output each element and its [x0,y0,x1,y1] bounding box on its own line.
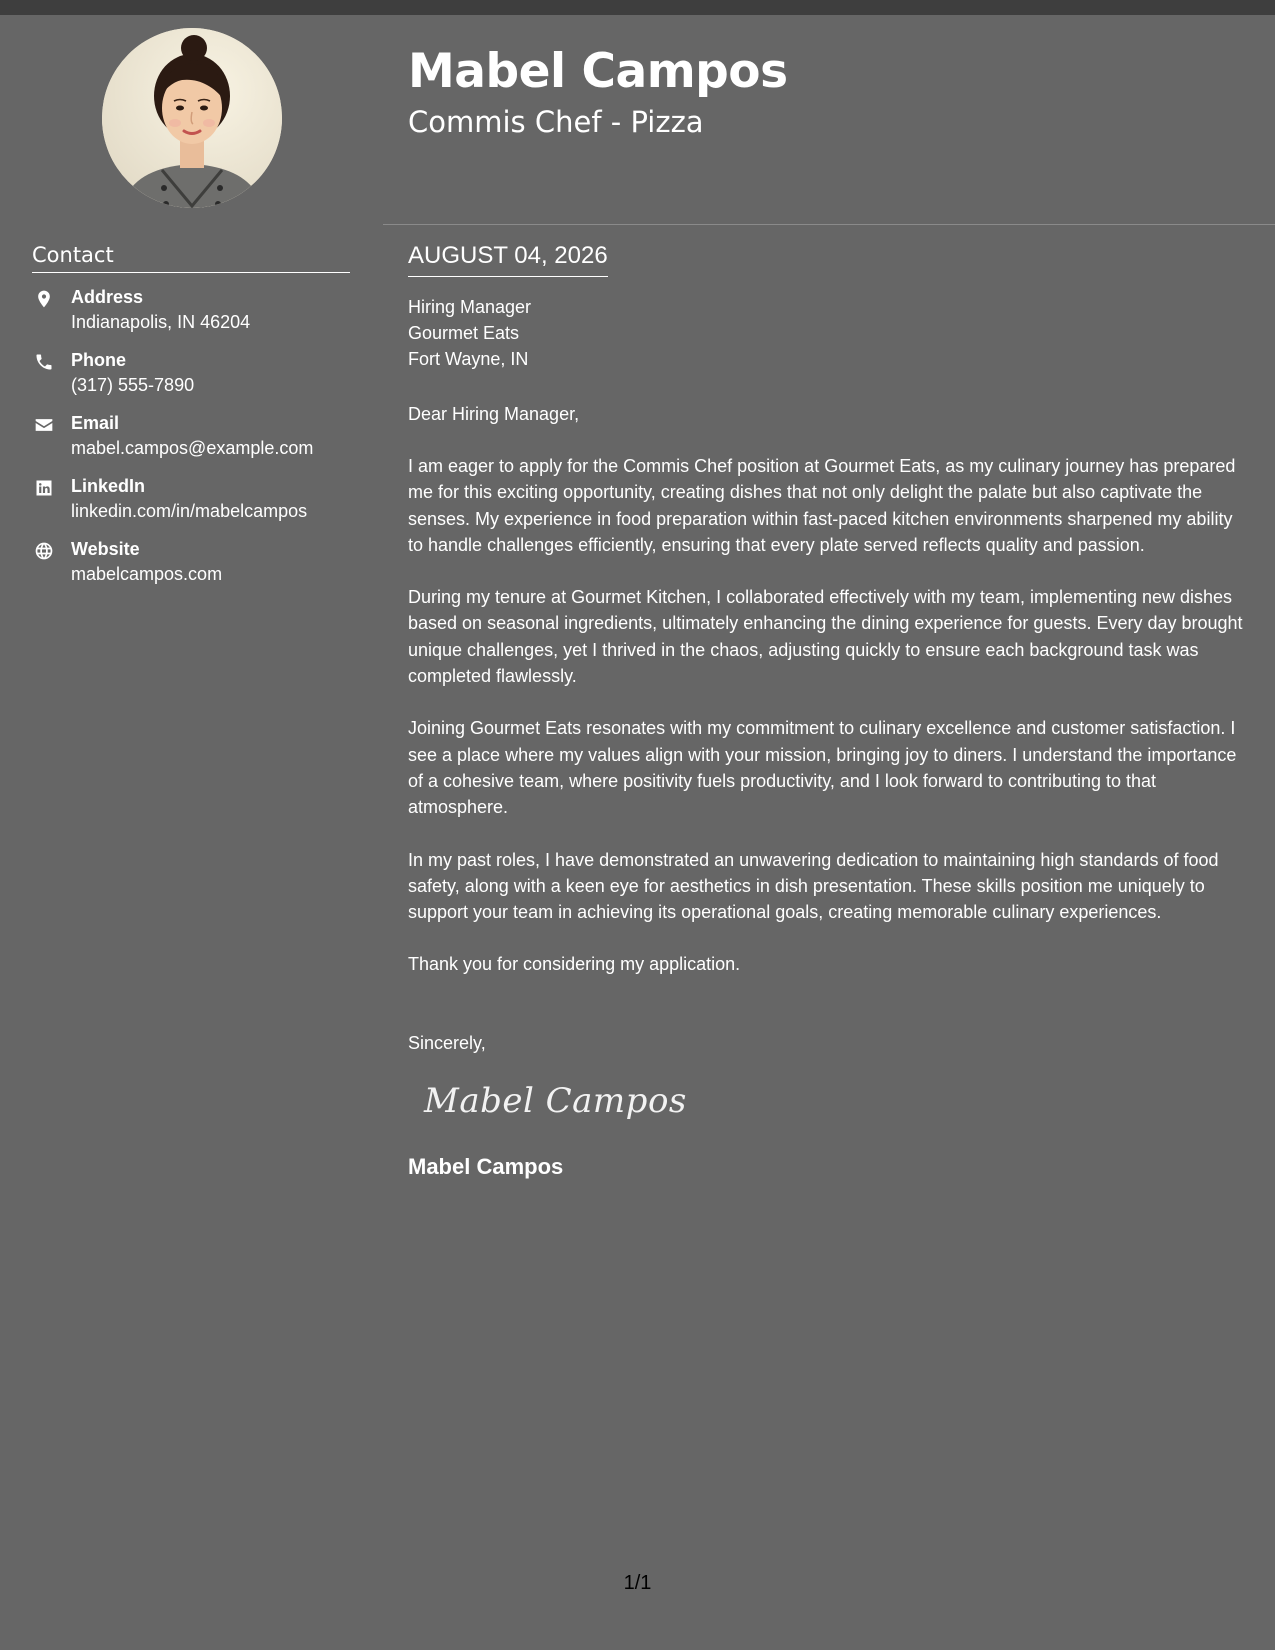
job-title: Commis Chef - Pizza [408,105,704,139]
paragraph: Joining Gourmet Eats resonates with my commitment to culinary excellence and customer satisfaction. I see a place where my values align with your mission, bringing joy to diners. I understand the importance of a cohesive team, where positivity fuels productivity, and I look forward to contributing to that atmosphere. [408,718,1237,818]
contact-label: Phone [71,350,127,370]
contact-label: Website [71,539,140,559]
salutation: Dear Hiring Manager, [408,404,580,424]
recipient-line: Gourmet Eats [408,323,520,343]
contact-label: Email [71,413,120,433]
paragraph: During my tenure at Gourmet Kitchen, I collaborated effectively with my team, implementing new dishes based on seasonal ingredients, ultimately enhancing the dining experience for guests. Every day brought unique challenges, yet I thrived in the chaos, adjusting quickly to ensure each background task was completed flawlessly. [408,587,1243,687]
header-divider [383,224,1275,225]
contact-value: (317) 555-7890 [71,375,195,395]
paragraph: Thank you for considering my application. [408,954,741,975]
contact-item-linkedin [32,474,372,537]
contact-value: linkedin.com/in/mabelcampos [71,501,308,521]
signature: Mabel Campos [424,1080,687,1121]
contact-label: LinkedIn [71,476,146,496]
envelope-icon [32,413,56,437]
contact-item-phone [32,348,372,411]
map-pin-icon [32,287,56,311]
contact-section-title: Contact [32,241,350,273]
letter-body [408,240,1248,1182]
contact-list [32,285,372,600]
avatar [102,28,282,208]
top-bar [0,0,1275,15]
person-photo [102,28,282,208]
globe-icon [32,539,56,563]
recipient-line: Hiring Manager [408,297,532,317]
contact-item-address [32,285,372,348]
contact-label: Address [71,287,144,307]
contact-value: Indianapolis, IN 46204 [71,312,251,332]
closing: Sincerely, [408,1032,486,1053]
page-number: 1/1 [623,1572,652,1594]
contact-value: mabel.campos@example.com [71,438,314,458]
letter-date: AUGUST 04, 2026 [408,240,608,277]
phone-icon [32,350,56,374]
contact-item-website [32,537,372,600]
recipient-block [408,294,1248,372]
sidebar [0,15,383,1650]
paragraph: I am eager to apply for the Commis Chef position at Gourmet Eats, as my culinary journey has prepared me for this exciting opportunity, creating dishes that not only delight the palate but also captivate the senses. My experience in food preparation within fast-paced kitchen environments sharpened my ability to handle challenges efficiently, ensuring that every plate served reflects quality and passion. [408,456,1236,555]
candidate-name: Mabel Campos [408,44,788,99]
signer-name: Mabel Campos [408,1153,564,1179]
paragraph: In my past roles, I have demonstrated an unwavering dedication to maintaining high standards of food safety, along with a keen eye for aesthetics in dish presentation. These skills position me uniquely to support your team in achieving its operational goals, creating memorable culinary experiences. [408,849,1219,923]
contact-value: mabelcampos.com [71,564,223,584]
recipient-line: Fort Wayne, IN [408,349,529,369]
linkedin-icon [32,476,56,500]
contact-item-email [32,411,372,474]
